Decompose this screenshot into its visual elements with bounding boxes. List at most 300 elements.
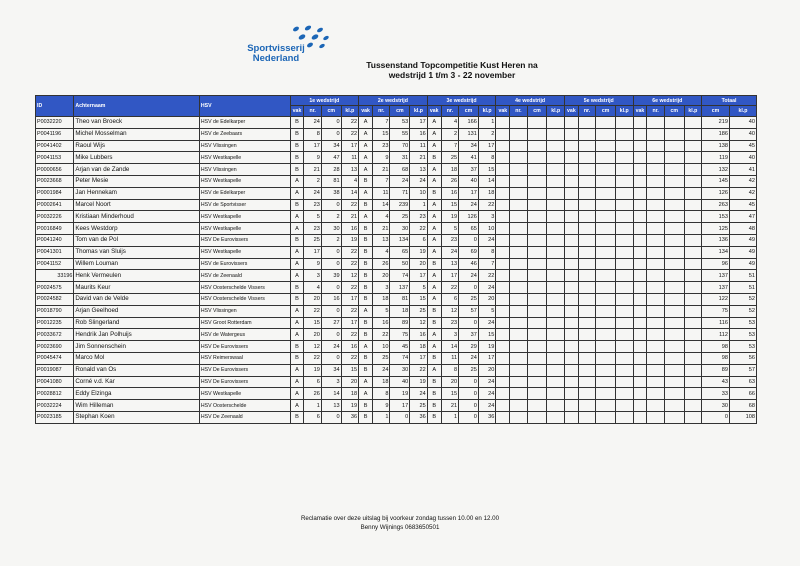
cell-nr: 23 <box>441 234 458 246</box>
cell-vak: B <box>290 293 304 305</box>
cell-klp: 18 <box>478 187 495 199</box>
cell-cm: 37 <box>459 164 479 176</box>
cell-vak: A <box>359 376 373 388</box>
cell-vak <box>496 282 510 294</box>
cell-cm <box>596 246 616 258</box>
cell-nr <box>647 352 664 364</box>
group-totaal: Totaal <box>702 96 757 106</box>
cell-klp <box>684 317 701 329</box>
cell-vak <box>564 246 578 258</box>
cell-cm <box>664 164 684 176</box>
cell-vak: A <box>427 211 441 223</box>
cell-vak: A <box>290 317 304 329</box>
cell-achternaam: Wim Hilleman <box>74 400 200 412</box>
cell-vak <box>496 128 510 140</box>
cell-id: P0002641 <box>36 199 74 211</box>
cell-cm <box>596 352 616 364</box>
cell-nr: 17 <box>304 140 321 152</box>
cell-hsv: HSV Reimerswaal <box>199 352 290 364</box>
cell-klp <box>616 293 633 305</box>
cell-nr <box>647 187 664 199</box>
cell-klp: 19 <box>341 234 358 246</box>
cell-cm: 53 <box>390 117 410 129</box>
cell-vak: B <box>290 341 304 353</box>
cell-nr <box>510 187 527 199</box>
cell-achternaam: Mike Lubbers <box>74 152 200 164</box>
subheader-vak: vak <box>633 106 647 117</box>
cell-vak: B <box>359 352 373 364</box>
cell-nr <box>578 223 595 235</box>
cell-totaal-cm: 112 <box>702 329 730 341</box>
cell-nr: 23 <box>441 317 458 329</box>
cell-klp <box>616 164 633 176</box>
cell-cm <box>664 270 684 282</box>
cell-hsv: HSV Westkapelle <box>199 388 290 400</box>
cell-nr <box>510 270 527 282</box>
cell-klp: 20 <box>478 293 495 305</box>
cell-totaal-cm: 96 <box>702 258 730 270</box>
cell-nr: 24 <box>304 117 321 129</box>
cell-vak: A <box>427 364 441 376</box>
cell-totaal-cm: 134 <box>702 246 730 258</box>
cell-id: P0041153 <box>36 152 74 164</box>
cell-totaal-cm: 116 <box>702 317 730 329</box>
cell-klp <box>547 341 564 353</box>
cell-totaal-cm: 122 <box>702 293 730 305</box>
cell-nr: 1 <box>373 411 390 423</box>
cell-vak: A <box>290 329 304 341</box>
cell-nr <box>578 329 595 341</box>
cell-achternaam: Stephan Koen <box>74 411 200 423</box>
cell-nr: 10 <box>373 341 390 353</box>
cell-klp: 22 <box>341 282 358 294</box>
cell-cm <box>596 117 616 129</box>
cell-vak <box>564 376 578 388</box>
cell-cm <box>527 282 547 294</box>
cell-nr <box>510 352 527 364</box>
table-row <box>36 270 757 282</box>
cell-nr: 18 <box>373 376 390 388</box>
cell-id: P0012235 <box>36 317 74 329</box>
cell-cm: 30 <box>321 223 341 235</box>
cell-nr <box>510 388 527 400</box>
cell-klp: 19 <box>410 376 427 388</box>
cell-klp: 4 <box>341 175 358 187</box>
cell-vak: A <box>359 140 373 152</box>
cell-nr: 11 <box>373 187 390 199</box>
cell-klp: 24 <box>410 175 427 187</box>
cell-id: P0041240 <box>36 234 74 246</box>
cell-totaal-cm: 119 <box>702 152 730 164</box>
cell-vak <box>564 258 578 270</box>
cell-klp: 17 <box>478 140 495 152</box>
table-body <box>36 117 757 424</box>
cell-vak <box>633 364 647 376</box>
cell-cm: 25 <box>390 211 410 223</box>
cell-hsv: HSV De Eurovissers <box>199 364 290 376</box>
cell-klp <box>616 152 633 164</box>
cell-hsv: HSV de Edelkarper <box>199 117 290 129</box>
cell-totaal-klp: 56 <box>729 352 756 364</box>
cell-klp <box>616 234 633 246</box>
logo-wordmark <box>236 44 316 64</box>
cell-hsv: HSV De Eurovissers <box>199 234 290 246</box>
cell-klp <box>684 152 701 164</box>
subheader-nr: nr. <box>373 106 390 117</box>
cell-cm: 24 <box>459 270 479 282</box>
cell-vak: A <box>290 400 304 412</box>
table-header <box>36 96 757 117</box>
cell-hsv: HSV De Eurovissers <box>199 341 290 353</box>
cell-nr: 7 <box>373 117 390 129</box>
cell-totaal-cm: 33 <box>702 388 730 400</box>
cell-cm: 0 <box>459 411 479 423</box>
cell-vak: B <box>290 117 304 129</box>
cell-nr <box>647 175 664 187</box>
cell-totaal-cm: 136 <box>702 234 730 246</box>
cell-cm: 0 <box>321 246 341 258</box>
cell-hsv: HSV Oosterschelde <box>199 400 290 412</box>
title-line-1: Tussenstand Topcompetitie Kust Heren na <box>366 60 538 70</box>
cell-cm <box>527 152 547 164</box>
cell-vak <box>564 329 578 341</box>
cell-cm: 3 <box>321 376 341 388</box>
cell-vak: A <box>290 376 304 388</box>
table-row <box>36 411 757 423</box>
cell-totaal-cm: 137 <box>702 282 730 294</box>
cell-klp: 19 <box>341 400 358 412</box>
cell-vak: B <box>290 152 304 164</box>
subheader-vak: vak <box>496 106 510 117</box>
subheader-klp: kl.p <box>616 106 633 117</box>
cell-totaal-klp: 45 <box>729 140 756 152</box>
cell-achternaam: Henk Vermeulen <box>74 270 200 282</box>
cell-cm <box>596 140 616 152</box>
cell-cm: 24 <box>321 341 341 353</box>
cell-nr: 26 <box>304 388 321 400</box>
cell-achternaam: Corné v.d. Kar <box>74 376 200 388</box>
cell-cm <box>527 246 547 258</box>
cell-klp <box>684 223 701 235</box>
cell-klp <box>616 282 633 294</box>
cell-vak: A <box>290 223 304 235</box>
cell-klp: 21 <box>410 152 427 164</box>
cell-klp: 3 <box>478 211 495 223</box>
cell-klp: 36 <box>478 411 495 423</box>
cell-nr: 4 <box>373 246 390 258</box>
cell-nr: 9 <box>304 152 321 164</box>
group-wedstrijd-3: 3e wedstrijd <box>427 96 496 106</box>
cell-vak <box>633 223 647 235</box>
cell-cm: 89 <box>390 317 410 329</box>
cell-totaal-klp: 48 <box>729 223 756 235</box>
cell-klp <box>616 411 633 423</box>
cell-cm: 17 <box>459 187 479 199</box>
cell-nr <box>578 117 595 129</box>
cell-achternaam: Michel Mosselman <box>74 128 200 140</box>
cell-cm: 13 <box>321 400 341 412</box>
cell-klp: 22 <box>410 364 427 376</box>
cell-vak <box>564 411 578 423</box>
cell-cm <box>664 211 684 223</box>
cell-klp: 5 <box>478 305 495 317</box>
cell-vak: B <box>359 282 373 294</box>
cell-klp <box>684 211 701 223</box>
cell-cm: 0 <box>321 411 341 423</box>
cell-cm <box>596 400 616 412</box>
cell-klp: 24 <box>478 317 495 329</box>
cell-cm: 34 <box>321 140 341 152</box>
cell-cm: 68 <box>390 164 410 176</box>
table-row <box>36 117 757 129</box>
cell-totaal-klp: 51 <box>729 270 756 282</box>
cell-nr <box>647 400 664 412</box>
cell-nr <box>578 258 595 270</box>
cell-cm: 134 <box>390 234 410 246</box>
cell-nr: 26 <box>373 258 390 270</box>
cell-hsv: HSV Oosterschelde Vissers <box>199 293 290 305</box>
cell-nr: 3 <box>441 329 458 341</box>
cell-totaal-klp: 42 <box>729 187 756 199</box>
cell-cm <box>527 341 547 353</box>
cell-nr: 20 <box>304 329 321 341</box>
cell-vak: B <box>427 352 441 364</box>
col-achternaam: Achternaam <box>74 96 200 117</box>
cell-nr <box>578 388 595 400</box>
cell-klp: 17 <box>478 352 495 364</box>
cell-nr <box>647 117 664 129</box>
cell-klp: 24 <box>478 400 495 412</box>
cell-nr <box>578 140 595 152</box>
cell-vak <box>496 352 510 364</box>
cell-cm: 0 <box>321 305 341 317</box>
cell-vak: A <box>427 270 441 282</box>
cell-cm <box>664 364 684 376</box>
cell-klp <box>684 270 701 282</box>
cell-cm: 69 <box>459 246 479 258</box>
subheader-totaal-klp: kl.p <box>729 106 756 117</box>
cell-vak <box>496 164 510 176</box>
cell-nr <box>578 352 595 364</box>
cell-cm: 0 <box>390 411 410 423</box>
cell-cm: 19 <box>390 388 410 400</box>
cell-cm: 0 <box>321 117 341 129</box>
cell-cm: 50 <box>390 258 410 270</box>
cell-cm: 0 <box>321 258 341 270</box>
cell-vak: A <box>290 246 304 258</box>
cell-cm: 55 <box>390 128 410 140</box>
table-row <box>36 341 757 353</box>
cell-vak: B <box>290 140 304 152</box>
cell-klp: 18 <box>410 341 427 353</box>
cell-vak: B <box>359 246 373 258</box>
cell-vak: A <box>359 388 373 400</box>
cell-hsv: HSV Westkapelle <box>199 246 290 258</box>
cell-klp <box>547 317 564 329</box>
cell-vak <box>496 199 510 211</box>
cell-nr <box>578 246 595 258</box>
cell-klp <box>547 400 564 412</box>
cell-vak: B <box>427 317 441 329</box>
cell-cm <box>664 175 684 187</box>
cell-nr <box>510 317 527 329</box>
cell-cm: 0 <box>459 388 479 400</box>
cell-cm <box>664 234 684 246</box>
cell-id: P0001984 <box>36 187 74 199</box>
cell-nr <box>510 305 527 317</box>
cell-nr: 6 <box>304 376 321 388</box>
cell-klp <box>547 187 564 199</box>
cell-nr: 2 <box>304 175 321 187</box>
page-title <box>352 60 552 80</box>
cell-cm <box>527 411 547 423</box>
cell-nr: 5 <box>441 223 458 235</box>
table-row <box>36 282 757 294</box>
cell-nr <box>578 152 595 164</box>
cell-id: P0041301 <box>36 246 74 258</box>
cell-vak: A <box>359 305 373 317</box>
cell-cm: 239 <box>390 199 410 211</box>
cell-vak <box>564 317 578 329</box>
cell-nr: 20 <box>304 293 321 305</box>
cell-cm <box>527 117 547 129</box>
cell-id: P0045474 <box>36 352 74 364</box>
cell-cm <box>664 223 684 235</box>
cell-nr <box>510 246 527 258</box>
cell-vak <box>496 400 510 412</box>
cell-klp <box>616 376 633 388</box>
cell-cm <box>596 376 616 388</box>
cell-klp <box>547 152 564 164</box>
cell-klp: 15 <box>478 329 495 341</box>
cell-klp: 22 <box>478 270 495 282</box>
cell-nr: 13 <box>373 234 390 246</box>
cell-id: P0033672 <box>36 329 74 341</box>
cell-nr: 25 <box>441 152 458 164</box>
cell-cm: 45 <box>390 341 410 353</box>
group-wedstrijd-1: 1e wedstrijd <box>290 96 359 106</box>
cell-totaal-klp: 40 <box>729 128 756 140</box>
cell-nr <box>647 305 664 317</box>
cell-vak: B <box>427 400 441 412</box>
cell-vak <box>633 258 647 270</box>
table-row <box>36 305 757 317</box>
cell-nr <box>510 400 527 412</box>
cell-vak: A <box>290 388 304 400</box>
cell-vak: B <box>427 376 441 388</box>
cell-nr <box>578 317 595 329</box>
cell-vak <box>633 317 647 329</box>
cell-achternaam: Ronald van Os <box>74 364 200 376</box>
cell-nr <box>510 234 527 246</box>
cell-klp: 23 <box>410 211 427 223</box>
cell-klp <box>684 140 701 152</box>
cell-vak: B <box>290 199 304 211</box>
cell-vak <box>496 152 510 164</box>
footer-note <box>200 514 600 532</box>
cell-klp: 17 <box>341 140 358 152</box>
cell-nr: 14 <box>373 199 390 211</box>
cell-klp <box>547 175 564 187</box>
cell-achternaam: Arjan van de Zande <box>74 164 200 176</box>
cell-vak: B <box>427 411 441 423</box>
cell-achternaam: Marcel Noort <box>74 199 200 211</box>
cell-nr: 25 <box>373 352 390 364</box>
cell-cm: 47 <box>321 152 341 164</box>
cell-hsv: HSV Vlissingen <box>199 164 290 176</box>
cell-vak <box>633 293 647 305</box>
cell-klp: 16 <box>410 128 427 140</box>
cell-klp <box>547 352 564 364</box>
cell-cm: 39 <box>321 270 341 282</box>
cell-nr <box>647 341 664 353</box>
cell-vak <box>496 211 510 223</box>
cell-vak <box>633 199 647 211</box>
cell-cm <box>596 258 616 270</box>
table-row <box>36 258 757 270</box>
cell-klp: 10 <box>410 187 427 199</box>
table-row <box>36 329 757 341</box>
cell-nr: 9 <box>373 400 390 412</box>
cell-klp: 17 <box>410 270 427 282</box>
cell-cm <box>664 258 684 270</box>
cell-id: P0032224 <box>36 400 74 412</box>
cell-vak <box>496 364 510 376</box>
cell-nr <box>647 246 664 258</box>
cell-totaal-klp: 68 <box>729 400 756 412</box>
cell-hsv: HSV de Sportvisser <box>199 199 290 211</box>
cell-klp <box>547 140 564 152</box>
cell-vak: A <box>427 223 441 235</box>
cell-klp: 21 <box>341 211 358 223</box>
cell-klp <box>684 234 701 246</box>
cell-klp <box>547 199 564 211</box>
cell-klp <box>616 258 633 270</box>
cell-hsv: HSV Westkapelle <box>199 152 290 164</box>
cell-vak: A <box>359 128 373 140</box>
cell-nr: 1 <box>304 400 321 412</box>
cell-vak: A <box>359 211 373 223</box>
cell-klp <box>616 317 633 329</box>
cell-klp <box>684 329 701 341</box>
cell-vak <box>564 270 578 282</box>
cell-vak <box>564 223 578 235</box>
cell-nr: 15 <box>304 317 321 329</box>
cell-totaal-klp: 108 <box>729 411 756 423</box>
subheader-klp: kl.p <box>341 106 358 117</box>
cell-vak: B <box>359 329 373 341</box>
cell-nr: 22 <box>441 282 458 294</box>
cell-klp: 22 <box>341 258 358 270</box>
cell-nr <box>510 341 527 353</box>
cell-cm: 0 <box>321 352 341 364</box>
cell-cm: 30 <box>390 223 410 235</box>
cell-hsv: HSV Westkapelle <box>199 211 290 223</box>
cell-nr: 21 <box>373 164 390 176</box>
cell-id: P0023668 <box>36 175 74 187</box>
cell-cm: 29 <box>459 341 479 353</box>
cell-nr <box>647 128 664 140</box>
cell-klp: 17 <box>341 317 358 329</box>
cell-nr: 21 <box>441 400 458 412</box>
cell-cm: 166 <box>459 117 479 129</box>
cell-cm <box>664 400 684 412</box>
cell-cm: 0 <box>321 199 341 211</box>
cell-vak: A <box>290 187 304 199</box>
cell-cm: 16 <box>321 293 341 305</box>
cell-cm: 81 <box>321 175 341 187</box>
cell-cm <box>527 376 547 388</box>
